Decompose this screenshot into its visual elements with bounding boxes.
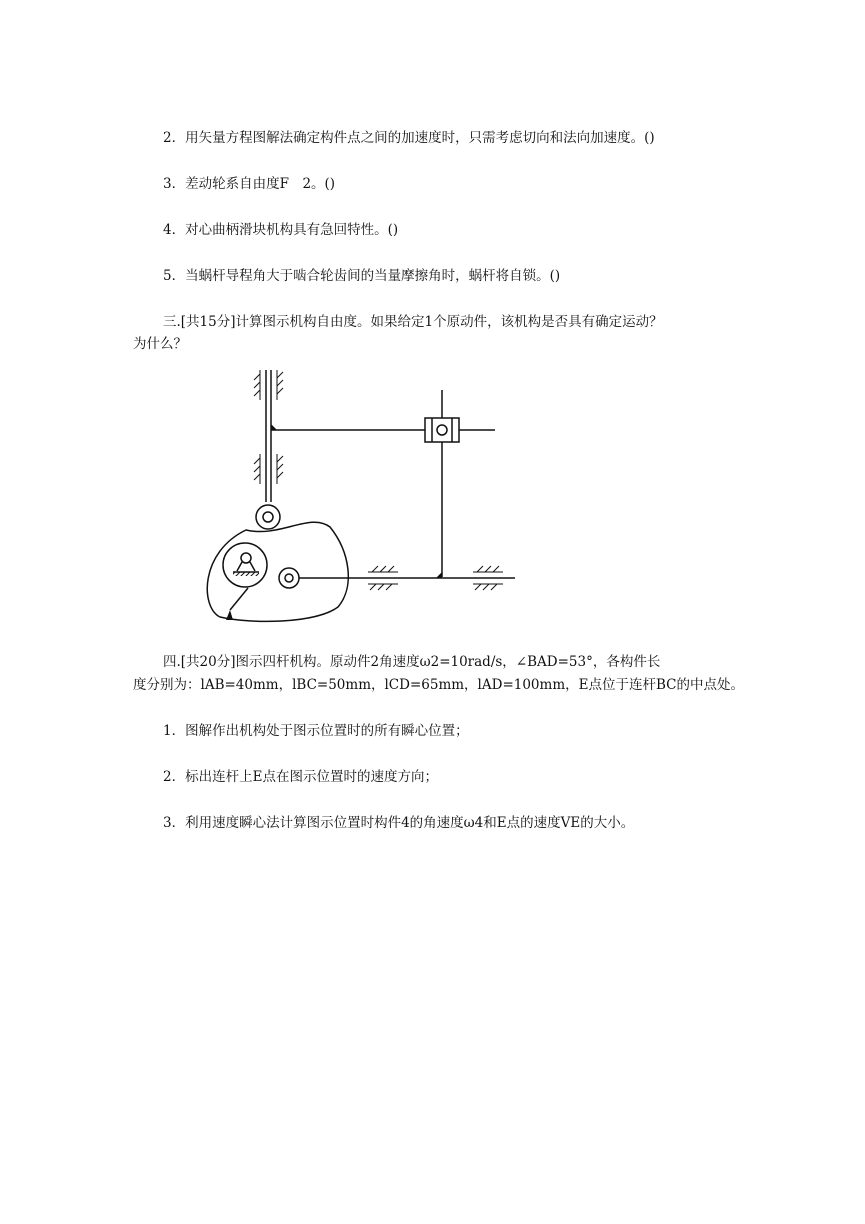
lower-guide-left — [254, 454, 260, 484]
task-3: 3．利用速度瞬心法计算图示位置时构件4的角速度ω4和E点的速度VE的大小。 — [163, 815, 635, 831]
task-1: 1．图解作出机构处于图示位置时的所有瞬心位置； — [163, 723, 469, 739]
question-3: 3．差动轮系自由度F 2。() — [163, 176, 336, 192]
question-5: 5．当蜗杆导程角大于啮合轮齿间的当量摩擦角时，蜗杆将自锁。() — [163, 268, 561, 284]
question-2: 2．用矢量方程图解法确定构件点之间的加速度时，只需考虑切向和法向加速度。() — [163, 130, 655, 146]
mechanism-figure — [190, 362, 530, 632]
upper-guide-right — [277, 370, 283, 400]
question-4: 4．对心曲柄滑块机构具有急回特性。() — [163, 222, 399, 238]
task-2: 2．标出连杆上E点在图示位置时的速度方向； — [163, 769, 438, 785]
lower-guide-right — [277, 454, 283, 484]
upper-guide-left — [254, 370, 260, 400]
problem-4-heading: 四.[共20分]图示四杆机构。原动件2角速度ω2=10rad/s，∠BAD=53°，各构件长 — [163, 654, 661, 670]
problem-3-heading-cont: 为什么？ — [133, 336, 187, 352]
problem-4-heading-cont: 度分别为：lAB=40mm，lBC=50mm，lCD=65mm，lAD=100mm，E点位于连杆BC的中点处。 — [133, 677, 744, 693]
problem-3-heading: 三.[共15分]计算图示机构自由度。如果给定1个原动件，该机构是否具有确定运动？ — [163, 314, 663, 330]
